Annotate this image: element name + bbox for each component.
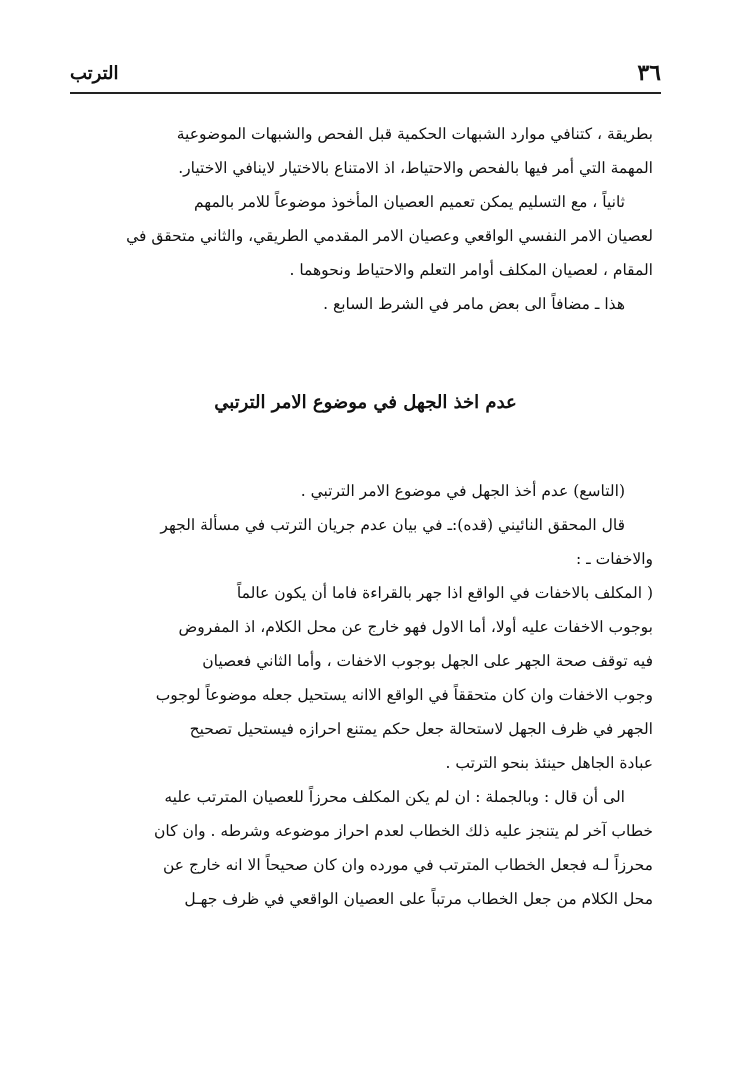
running-title: الترتب (70, 62, 119, 84)
text-line: ثانياً ، مع التسليم يمكن تعميم العصيان المأخوذ موضوعاً للامر بالمهم (193, 193, 625, 211)
text-line: الى أن قال : وبالجملة : ان لم يكن المكلف محرزاً للعصيان المترتب عليه (164, 788, 625, 806)
text-line: بوجوب الاخفات عليه أولا، أما الاول فهو خارج عن محل الكلام، اذ المفروض (178, 618, 653, 636)
text-line: محل الكلام من جعل الخطاب مرتباً على العصيان الواقعي في ظرف جهـل (184, 890, 653, 908)
section-heading: عدم اخذ الجهل في موضوع الامر الترتبي (214, 392, 517, 413)
paragraph-block-2 (70, 474, 653, 916)
text-line: خطاب آخر لم يتنجز عليه ذلك الخطاب لعدم احراز موضوعه وشرطه . وان كان (154, 822, 653, 840)
page-header (70, 58, 661, 88)
paragraph-block-1 (70, 117, 653, 321)
text-line: لعصيان الامر النفسي الواقعي وعصيان الامر المقدمي الطريقي، والثاني متحقق في (126, 227, 653, 245)
text-line: ( المكلف بالاخفات في الواقع اذا جهر بالقراءة فاما أن يكون عالماً (236, 584, 653, 602)
text-line: بطريقة ، كتنافي موارد الشبهات الحكمية قبل الفحص والشبهات الموضوعية (176, 125, 653, 143)
text-line: هذا ـ مضافاً الى بعض مامر في الشرط السابع . (323, 295, 625, 313)
page-number: ٣٦ (637, 60, 661, 86)
text-line: الجهر في ظرف الجهل لاستحالة جعل حكم يمتنع احرازه فيستحيل تصحيح (189, 720, 653, 738)
text-line: والاخفات ـ : (576, 550, 653, 568)
text-line: وجوب الاخفات وان كان متحققاً في الواقع الاانه يستحيل جعله موضوعاً لوجوب (155, 686, 653, 704)
text-line: المقام ، لعصيان المكلف أوامر التعلم والاحتياط ونحوهما . (289, 261, 653, 279)
text-line: فيه توقف صحة الجهر على الجهل بوجوب الاخفات ، وأما الثاني فعصيان (202, 652, 653, 670)
text-line: عبادة الجاهل حينئذ بنحو الترتب . (445, 754, 653, 772)
text-line: (التاسع) عدم أخذ الجهل في موضوع الامر الترتبي . (300, 482, 625, 500)
text-line: قال المحقق النائيني (قده):ـ في بيان عدم جريان الترتب في مسألة الجهر (160, 516, 625, 534)
header-rule (70, 92, 661, 94)
text-line: المهمة التي أمر فيها بالفحص والاحتياط، اذ الامتناع بالاختيار لاينافي الاختيار. (178, 159, 653, 177)
text-line: محرزاً لـه فجعل الخطاب المترتب في مورده وان كان صحيحاً الا انه خارج عن (162, 856, 653, 874)
